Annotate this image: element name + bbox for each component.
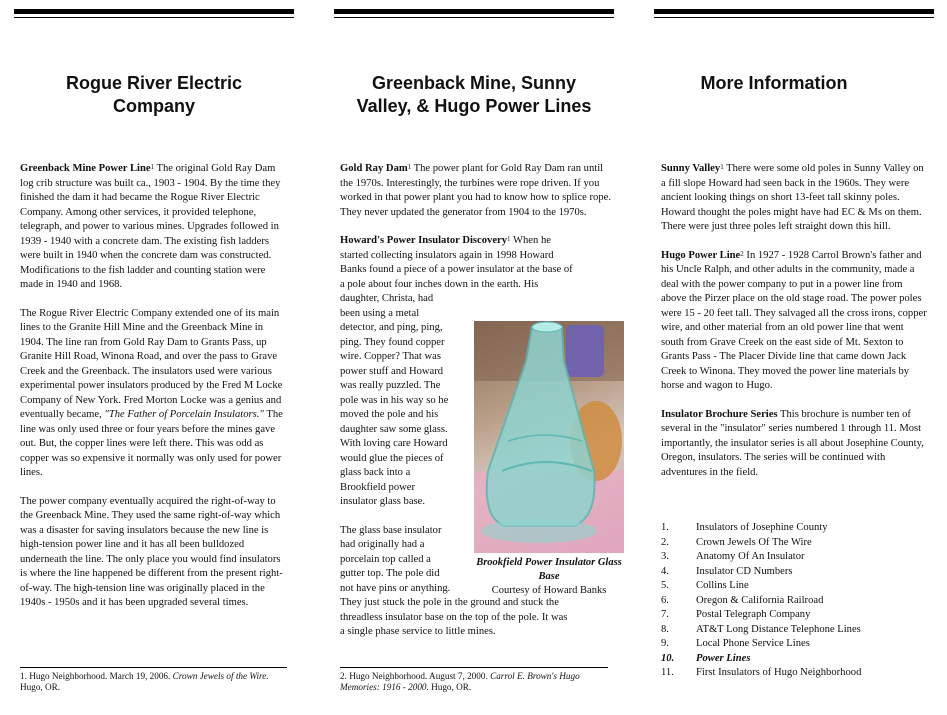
col2-p3-line: not have pins or anything. [340, 582, 451, 594]
col2-p3-line: They just stuck the pole in the ground and stuck the [340, 597, 559, 608]
list-item-title: Postal Telegraph Company [696, 609, 811, 620]
list-item-number: 11. [661, 667, 674, 678]
col1-footnote-title: Crown Jewels of the Wire. [172, 671, 269, 681]
list-item-number: 1. [661, 522, 669, 533]
col2-p2-line: power stuff and Howard [340, 365, 444, 377]
list-item-title: Local Phone Service Lines [696, 638, 810, 649]
col2-p2-line: When he [510, 235, 551, 246]
list-item-number: 6. [661, 594, 669, 606]
col1-body [20, 162, 286, 625]
list-item-title: First Insulators of Hugo Neighborhood [696, 667, 862, 678]
list-item-number: 2. [661, 536, 669, 548]
col2-p2-line: detector, and ping, ping, [340, 322, 443, 333]
col2-p2-line: daughter, Christa, had [340, 293, 434, 304]
list-item [661, 565, 931, 580]
col2-p1-footnote-ref: 1 [407, 163, 412, 171]
col3-paragraph-1 [661, 162, 929, 235]
col2-p2-footnote-ref: 1 [507, 235, 511, 243]
col2-p1-text: The power plant for Gold Ray Dam ran until the 1970s. Interestingly, the turbines were rope driven. If you worked in that power plant you had to know how to splice rope. They never updated the generator from 1904 to the 1970s. [340, 163, 611, 218]
col2-footnote-rule [340, 667, 608, 668]
list-item-title: Collins Line [696, 580, 749, 591]
col3-paragraph-3 [661, 408, 929, 481]
col3-p1-footnote-ref: 1 [720, 163, 724, 171]
list-item-title: Crown Jewels Of The Wire [696, 536, 812, 548]
col2-p2-line: Banks found a piece of a power insulator at the base of [340, 264, 573, 275]
list-item-number: 7. [661, 609, 669, 620]
col1-p2-text: The Rogue River Electric Company extended one of its main lines to the Granite Hill Mine and the Greenback Mine in 1904. The line ran from Gold Ray Dam to Grants Pass, up Granite Hill Road, Winona Road, and over the pass to Grave Creek and the Greenback. The insulators used were various experimental power insulators produced by the Fred M Locke Company of New York. Fred Morton Locke was a genius and eventually became, [20, 307, 283, 420]
top-rule-col1 [14, 9, 294, 14]
list-item-number: 8. [661, 623, 669, 635]
list-item [661, 637, 931, 652]
col1-p2-tail: The line was only used three or four years before the mines gave out. But, the copper lines were left there. This was odd as copper was so expensive it normally was only used for power lines. [20, 409, 283, 478]
insulator-photo [474, 321, 624, 553]
col1-footnote-place: Hugo, OR. [20, 682, 61, 692]
top-rule-thin-col1 [14, 17, 294, 18]
col2-footnote-title: Carrol E. Brown's Hugo Memories: 1916 - 2000. [340, 671, 580, 692]
photo-caption-title: Brookfield Power Insulator Glass Base [476, 557, 622, 582]
col1-paragraph-2 [20, 307, 286, 481]
list-item-title: Anatomy Of An Insulator [696, 551, 805, 562]
col2-footnote-text: 2. Hugo Neighborhood. August 7, 2000. [340, 671, 491, 681]
col2-p2-line: daughter saw some glass. [340, 423, 448, 435]
top-rule-thin-col3 [654, 17, 934, 18]
list-item [661, 550, 931, 565]
glass-insulator-illustration [474, 321, 624, 553]
list-item [661, 521, 931, 536]
col1-paragraph-3 [20, 495, 286, 611]
col2-p3-line: The glass base insulator [340, 524, 442, 536]
col2-p2-line: would glue the pieces of [340, 452, 444, 464]
col2-p3-line: gutter top. The pole did [340, 568, 440, 579]
col1-p1-text: The original Gold Ray Dam log crib structure was built ca., 1903 - 1904. By the time they finished the dam it had became the Rogue River Electric Company. Among other services, it provided telephone, telegraph, and power to various mines. Upgrades followed in 1939 - 1940 with a concrete dam. The existing fish ladders were built in 1940 when the concrete dam was constructed. Modifications to the fish ladder and counting station were made in 1940 and 1968. [20, 163, 281, 290]
col3-p1-text: There were some old poles in Sunny Valley on a fill slope Howard had seen back in the 1960s. They were ancient looking things on short 13-feet tall skinny poles. Howard thought the poles might have had EC & Ms on them. There were just three poles left straight down this hill. [661, 163, 924, 232]
col1-footnote-text: 1. Hugo Neighborhood. March 19, 2006. [20, 671, 173, 681]
col3-body [661, 162, 929, 494]
list-item-number: 9. [661, 638, 669, 649]
col2-p2-line: been using a metal [340, 307, 420, 319]
list-item-title: AT&T Long Distance Telephone Lines [696, 623, 861, 635]
col2-p3-line: had originally had a [340, 539, 425, 550]
list-item-number: 4. [661, 565, 669, 577]
top-rule-thin-col2 [334, 17, 614, 18]
list-item-number: 5. [661, 580, 669, 591]
col1-title-line1: Rogue River Electric [65, 73, 243, 93]
col1-p3-text: The power company eventually acquired the right-of-way to the Greenback Mine. They used the same right-of-way which was a disaster for saving insulators because the new line is high-tension power line and it has all been bulldozed underneath the line. The only place you would find insulators is where the line happened be different from the present right-of-way. The high-tension line was originally placed in the 1940s - 1950s and it has been upgraded several times. [20, 495, 283, 608]
col1-title-line2: Company [112, 96, 195, 116]
insulator-series-list [661, 521, 931, 681]
col1-p2-quote: "The Father of Porcelain Insulators." [104, 409, 264, 420]
col2-p2-line: started collecting insulators again in 1998 Howard [340, 249, 554, 261]
list-item [661, 608, 931, 623]
col3-paragraph-2 [661, 249, 929, 394]
col2-p1-heading: Gold Ray Dam [340, 163, 408, 174]
col2-p2-line: a pole about four inches down in the earth. His [340, 278, 539, 290]
col2-title-line1: Greenback Mine, Sunny [371, 73, 577, 93]
col2-p2-line: moved the pole and his [340, 409, 439, 420]
list-item-title: Oregon & California Railroad [696, 594, 824, 606]
list-item-title: Insulators of Josephine County [696, 522, 828, 533]
top-rule-col3 [654, 9, 934, 14]
photo-caption-credit: Courtesy of Howard Banks [491, 585, 607, 596]
list-item [661, 579, 931, 594]
col2-p3-line: threadless insulator base on the top of the pole. It was [340, 611, 568, 623]
col3-title: More Information [700, 73, 848, 93]
photo-caption [474, 556, 624, 598]
top-rule-col2 [334, 9, 614, 14]
col1-footnote-rule [20, 667, 287, 668]
list-item [661, 666, 931, 681]
col2-title [334, 72, 614, 118]
list-item [661, 623, 931, 638]
list-item-number: 10. [661, 652, 675, 664]
col3-p1-heading: Sunny Valley [661, 163, 721, 174]
col2-p2-line: was really puzzled. The [340, 380, 441, 391]
col2-p2-line: wire. Copper? That was [340, 351, 442, 362]
col2-footnote-place: Hugo, OR. [428, 682, 472, 692]
col2-p2-line: ping. They found copper [340, 336, 445, 348]
col3-p3-text: This brochure is number ten of several in the "insulator" series numbered 1 through 11. Most importantly, the insulator series is all about Josephine County, Oregon, insulators. The series will be continued with adventures in the field. [661, 408, 924, 478]
col1-p1-footnote-ref: 1 [150, 163, 155, 171]
col2-p3-line: porcelain top called a [340, 553, 431, 565]
col2-paragraph-1 [340, 162, 615, 220]
col2-footnote [340, 671, 610, 693]
col2-p2-line: glass back into a [340, 467, 411, 478]
col3-p2-heading: Hugo Power Line [661, 249, 741, 261]
list-item [661, 594, 931, 609]
col2-p3-line: a single phase service to little mines. [340, 626, 496, 637]
col1-paragraph-1 [20, 162, 286, 293]
list-item-title: Insulator CD Numbers [696, 565, 793, 577]
col3-p2-text: In 1927 - 1928 Carrol Brown's father and his Uncle Ralph, and other adults in the community, made a deal with the power company to put in a power line from above the Pirzer place on the old stage road. The power poles were 15 - 20 feet tall. They salvaged all the cross irons, copper wire, and other material from an old power line that went south from Grave Creek on the east side of Mt. Sexton to Grants Pass - The Placer Divide line that came down Jack Creek to Winona. They moved the power line materials by horse and wagon to Hugo. [661, 249, 927, 391]
col2-p2-line: With loving care Howard [340, 438, 448, 449]
col1-p1-heading: Greenback Mine Power Line [20, 163, 151, 174]
col2-p2-line: Brookfield power [340, 481, 416, 493]
col2-p2-heading: Howard's Power Insulator Discovery [340, 235, 508, 246]
col2-p2-line: insulator glass base. [340, 496, 426, 507]
list-item-title: Power Lines [696, 652, 751, 664]
col3-p2-footnote-ref: 2 [740, 249, 744, 258]
list-item-current [661, 652, 931, 667]
col2-title-line2: Valley, & Hugo Power Lines [356, 96, 592, 116]
col1-title [14, 72, 294, 118]
list-item [661, 536, 931, 551]
col1-footnote [20, 671, 286, 693]
col2-p2-line: pole was in his way so he [340, 394, 449, 406]
col3-p3-heading: Insulator Brochure Series [661, 408, 778, 420]
list-item-number: 3. [661, 551, 669, 562]
